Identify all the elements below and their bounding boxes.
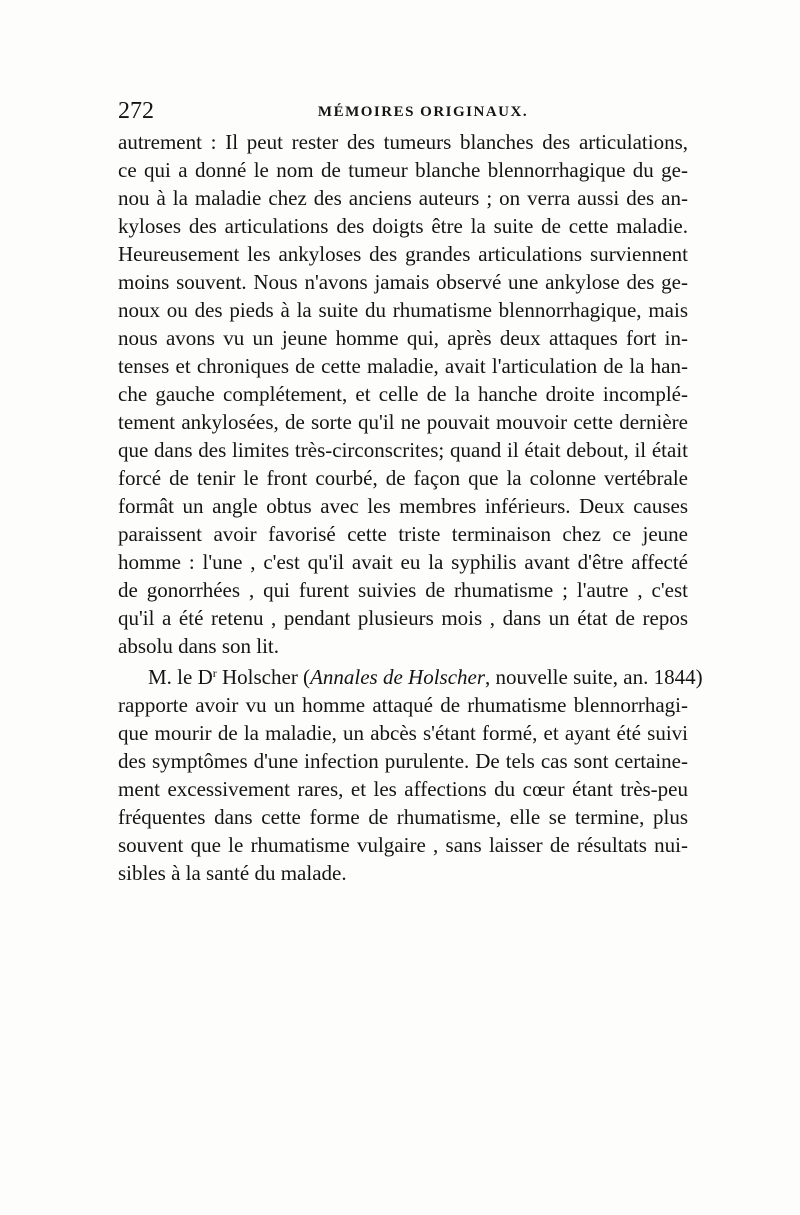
text-line: noux ou des pieds à la suite du rhumatisme blennorrhagique, mais xyxy=(118,298,688,322)
running-head xyxy=(118,96,698,126)
body-text xyxy=(118,128,703,887)
text-line: formât un angle obtus avec les membres inférieurs. Deux causes xyxy=(118,494,688,518)
citation-line xyxy=(118,663,703,691)
text-line: rapporte avoir vu un homme attaqué de rhumatisme blennorrhagi- xyxy=(118,693,688,717)
text-line: kyloses des articulations des doigts être la suite de cette maladie. xyxy=(118,214,688,238)
page-number: 272 xyxy=(118,98,154,124)
text-line: souvent que le rhumatisme vulgaire , sans laisser de résultats nui- xyxy=(118,833,688,857)
author-name: Holscher ( xyxy=(216,665,311,689)
title-superscript: r xyxy=(212,666,217,680)
text-line: forcé de tenir le front courbé, de façon que la colonne vertébrale xyxy=(118,466,688,490)
citation-suffix: , nouvelle suite, an. 1844) xyxy=(485,665,703,689)
text-line: ce qui a donné le nom de tumeur blanche blennorrhagique du ge- xyxy=(118,158,688,182)
text-line: paraissent avoir favorisé cette triste terminaison chez ce jeune xyxy=(118,522,688,546)
text-line: che gauche complétement, et celle de la hanche droite incomplé- xyxy=(118,382,688,406)
text-line: de gonorrhées , qui furent suivies de rhumatisme ; l'autre , c'est xyxy=(118,578,688,602)
text-line: tenses et chroniques de cette maladie, avait l'articulation de la han- xyxy=(118,354,688,378)
text-line: absolu dans son lit. xyxy=(118,634,279,658)
text-line: des symptômes d'une infection purulente. De tels cas sont certaine- xyxy=(118,749,688,773)
text-line: nou à la maladie chez des anciens auteurs ; on verra aussi des an- xyxy=(118,186,688,210)
text-line: ment excessivement rares, et les affections du cœur étant très-peu xyxy=(118,777,688,801)
text-line: Heureusement les ankyloses des grandes articulations surviennent xyxy=(118,242,688,266)
running-title: MÉMOIRES ORIGINAUX. xyxy=(317,104,529,120)
author-prefix: M. le D xyxy=(148,665,213,689)
text-line: homme : l'une , c'est qu'il avait eu la syphilis avant d'être affecté xyxy=(118,550,688,574)
paragraph-2 xyxy=(118,663,703,887)
text-line: moins souvent. Nous n'avons jamais observé une ankylose des ge- xyxy=(118,270,688,294)
paragraph-1 xyxy=(118,128,688,660)
text-line: que mourir de la maladie, un abcès s'étant formé, et ayant été suivi xyxy=(118,721,688,745)
text-line: qu'il a été retenu , pendant plusieurs mois , dans un état de repos xyxy=(118,606,688,630)
text-line: tement ankylosées, de sorte qu'il ne pouvait mouvoir cette dernière xyxy=(118,410,688,434)
journal-title: Annales de Holscher xyxy=(310,665,486,689)
text-line: nous avons vu un jeune homme qui, après deux attaques fort in- xyxy=(118,326,688,350)
text-line: sibles à la santé du malade. xyxy=(118,861,347,885)
text-line: que dans des limites très-circonscrites; quand il était debout, il était xyxy=(118,438,688,462)
text-line: fréquentes dans cette forme de rhumatisme, elle se termine, plus xyxy=(118,805,688,829)
text-line: autrement : Il peut rester des tumeurs blanches des articulations, xyxy=(118,130,688,154)
